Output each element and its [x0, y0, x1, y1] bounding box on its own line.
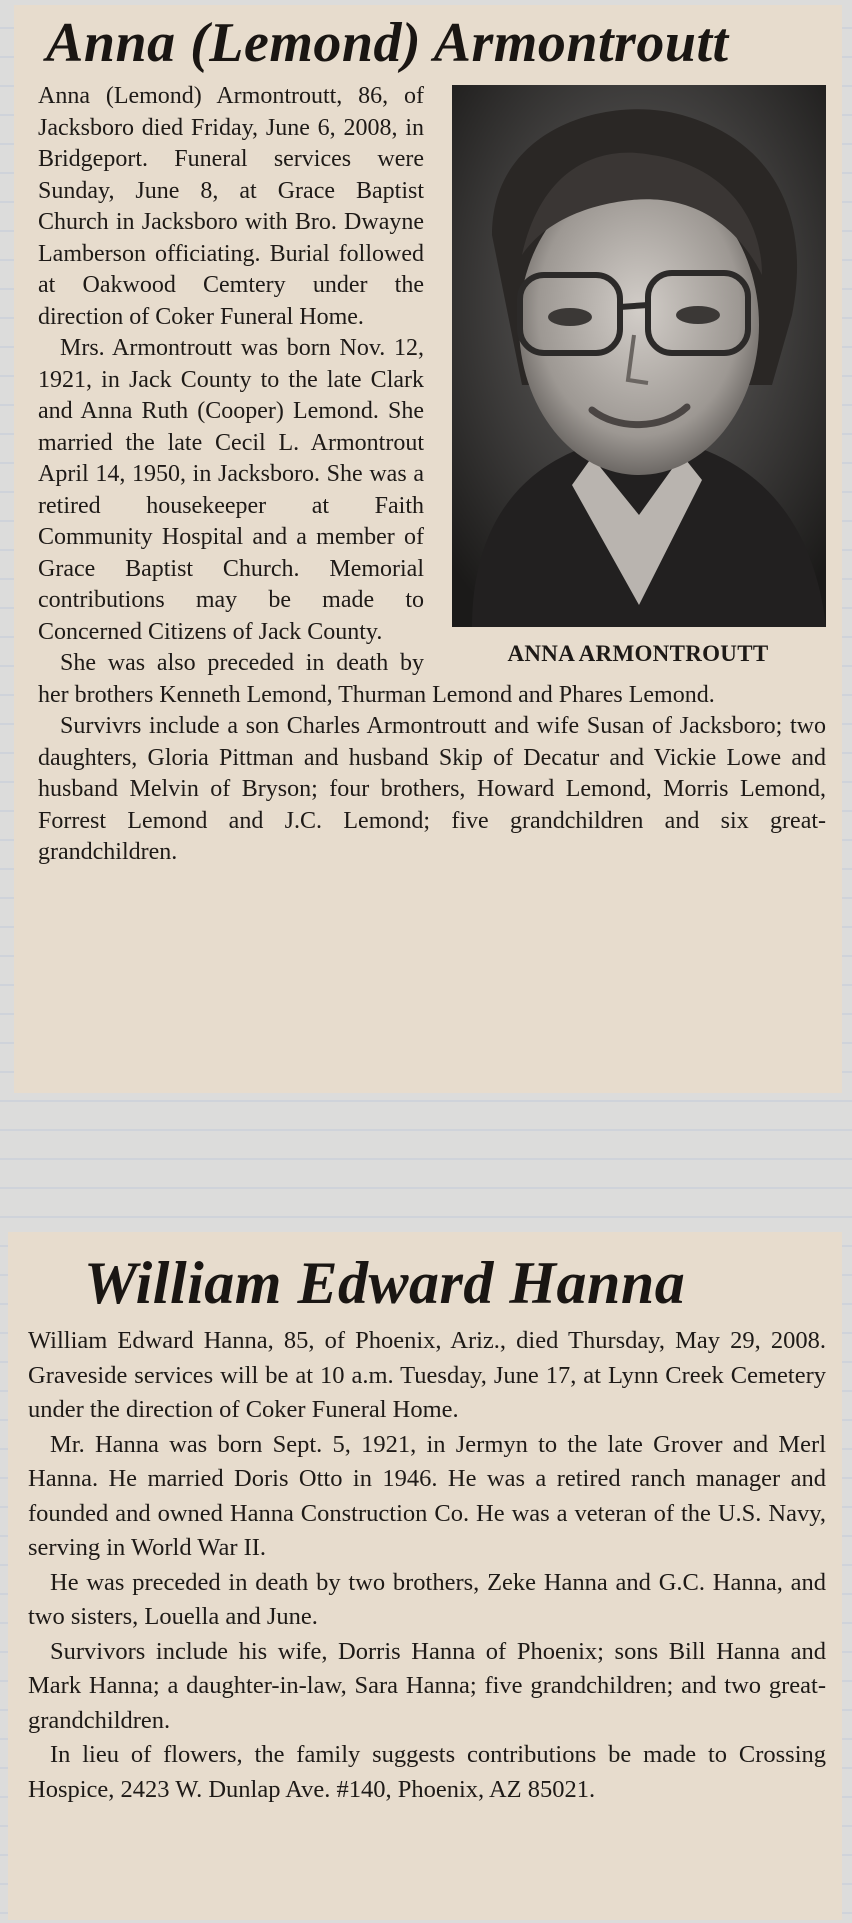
obituary-clipping-hanna	[8, 1232, 842, 1920]
portrait-photo	[452, 85, 826, 627]
obituary-paragraph: Survivors include his wife, Dorris Hanna of Phoenix; sons Bill Hanna and Mark Hanna; a daughter-in-law, Sara Hanna; five grandchildren; and two great-grandchildren.	[28, 1637, 826, 1734]
obituary-paragraph: He was preceded in death by two brothers, Zeke Hanna and G.C. Hanna, and two sisters, Louella and June.	[28, 1568, 826, 1630]
portrait-figure	[446, 85, 830, 667]
obituary-paragraph: She was also preceded in death by her brothers Kenneth Lemond, Thurman Lemond and Phares Lemond.	[38, 650, 715, 708]
obituary-paragraph: Survivrs include a son Charles Armontroutt and wife Susan of Jacksboro; two daughters, Gloria Pittman and husband Skip of Decatur and Vickie Lowe and husband Melvin of Bryson; four brothers, Howard Lemond, Morris Lemond, Forrest Lemond and J.C. Lemond; five grandchildren and six great-grandchildren.	[38, 713, 826, 865]
photo-caption: ANNA ARMONTROUTT	[507, 641, 769, 666]
obituary-title: Anna (Lemond) Armontroutt	[46, 12, 729, 74]
obituary-paragraph: In lieu of flowers, the family suggests contributions be made to Crossing Hospice, 2423 W. Dunlap Ave. #140, Phoenix, AZ 85021.	[28, 1741, 826, 1803]
obituary-body	[38, 81, 826, 869]
obituary-body	[28, 1324, 826, 1807]
obituary-paragraph: Anna (Lemond) Armontroutt, 86, of Jacksboro died Friday, June 6, 2008, in Bridgeport. Funeral services were Sunday, June 8, at Grace Baptist Church in Jacksboro with Bro. Dwayne Lamberson officiating. Burial followed at Oakwood Cemtery under the direction of Coker Funeral Home.	[38, 83, 424, 330]
obituary-paragraph: William Edward Hanna, 85, of Phoenix, Ariz., died Thursday, May 29, 2008. Graveside services will be at 10 a.m. Tuesday, June 17, at Lynn Creek Cemetery under the direction of Coker Funeral Home.	[28, 1327, 826, 1423]
obituary-clipping-armontroutt	[14, 5, 842, 1093]
obituary-title: William Edward Hanna	[84, 1250, 686, 1316]
obituary-paragraph: Mr. Hanna was born Sept. 5, 1921, in Jermyn to the late Grover and Merl Hanna. He married Doris Otto in 1946. He was a retired ranch manager and founded and owned Hanna Construction Co. He was a veteran of the U.S. Navy, serving in World War II.	[28, 1430, 826, 1561]
obituary-paragraph: Mrs. Armontroutt was born Nov. 12, 1921, in Jack County to the late Clark and Anna Ruth (Cooper) Lemond. She married the late Cecil L. Armontrout April 14, 1950, in Jacksboro. She was a retired housekeeper at Faith Community Hospital and a member of Grace Baptist Church. Memorial contributions may be made to Concerned Citizens of Jack County.	[38, 335, 424, 645]
